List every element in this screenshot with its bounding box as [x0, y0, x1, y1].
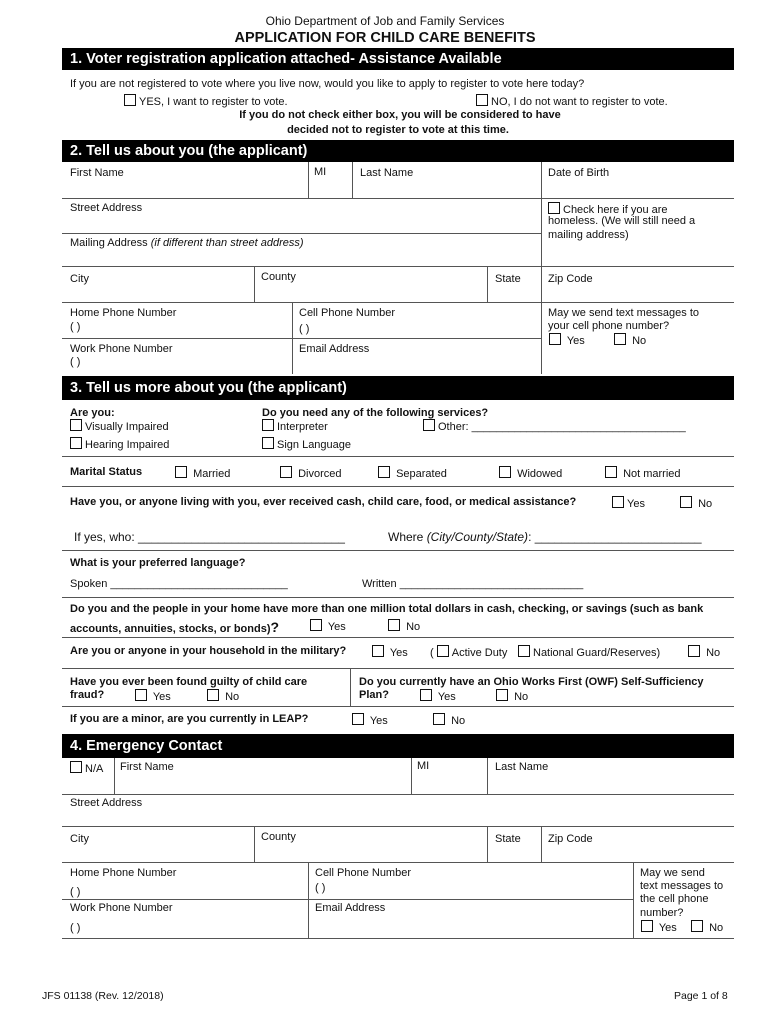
voter-note-2: decided not to register to vote at this time.: [287, 124, 509, 136]
ec-county-field[interactable]: County: [261, 831, 296, 843]
widowed-option[interactable]: Widowed: [499, 466, 562, 480]
owf-no-option[interactable]: No: [496, 689, 528, 703]
city-field[interactable]: City: [70, 273, 89, 285]
fraud-yes-checkbox[interactable]: [135, 689, 147, 701]
text-no-checkbox[interactable]: [614, 333, 626, 345]
written-language-field[interactable]: Written ______________________________: [362, 578, 584, 590]
homeless-note-3: mailing address): [548, 229, 629, 241]
owf-yes-checkbox[interactable]: [420, 689, 432, 701]
ec-text-question-2: text messages to: [640, 880, 724, 892]
interpreter-checkbox[interactable]: [262, 419, 274, 431]
owf-question-2: Plan?: [359, 689, 389, 701]
ec-first-name-field[interactable]: First Name: [120, 761, 174, 773]
visually-impaired-option[interactable]: Visually Impaired: [70, 419, 169, 433]
zip-field[interactable]: Zip Code: [548, 273, 593, 285]
cell-phone-area: ( ): [299, 323, 310, 335]
voter-note-1: If you do not check either box, you will be considered to have: [239, 109, 561, 121]
ec-last-name-field[interactable]: Last Name: [495, 761, 549, 773]
fraud-no-option[interactable]: No: [207, 689, 239, 703]
ec-text-question-3: the cell phone: [640, 893, 709, 905]
ec-zip-field[interactable]: Zip Code: [548, 833, 593, 845]
divorced-option[interactable]: Divorced: [280, 466, 341, 480]
work-phone-field[interactable]: Work Phone Number: [70, 343, 173, 355]
military-no-checkbox[interactable]: [688, 645, 700, 657]
home-phone-area: ( ): [70, 321, 81, 333]
section-4-header: 4. Emergency Contact: [62, 734, 734, 758]
ec-email-field[interactable]: Email Address: [315, 902, 386, 914]
ec-state-field[interactable]: State: [495, 833, 521, 845]
ec-cell-phone-area: ( ): [315, 882, 326, 894]
military-yes-checkbox[interactable]: [372, 645, 384, 657]
hearing-impaired-checkbox[interactable]: [70, 437, 82, 449]
national-guard-option[interactable]: National Guard/Reserves): [518, 645, 660, 659]
active-duty-checkbox[interactable]: [437, 645, 449, 657]
voter-yes-checkbox[interactable]: [124, 94, 136, 106]
text-no-option[interactable]: No: [614, 333, 646, 347]
email-field[interactable]: Email Address: [299, 343, 370, 355]
owf-yes-option[interactable]: Yes: [420, 689, 456, 703]
county-field[interactable]: County: [261, 271, 296, 283]
ec-work-phone-area: ( ): [70, 922, 81, 934]
other-service-option[interactable]: Other: ___________________________________: [423, 419, 686, 433]
are-you-label: Are you:: [70, 407, 115, 419]
ec-text-yes-option[interactable]: Yes: [641, 920, 677, 934]
ec-cell-phone-field[interactable]: Cell Phone Number: [315, 867, 411, 879]
cell-phone-field[interactable]: Cell Phone Number: [299, 307, 395, 319]
text-question-2: your cell phone number?: [548, 320, 670, 332]
national-guard-checkbox[interactable]: [518, 645, 530, 657]
million-question-2: accounts, annuities, stocks, or bonds)?: [70, 619, 280, 635]
other-service-checkbox[interactable]: [423, 419, 435, 431]
married-checkbox[interactable]: [175, 466, 187, 478]
fraud-question-2: fraud?: [70, 689, 105, 701]
mi-field[interactable]: MI: [314, 166, 327, 178]
voter-no-checkbox[interactable]: [476, 94, 488, 106]
na-option[interactable]: N/A: [70, 761, 103, 775]
ec-work-phone-field[interactable]: Work Phone Number: [70, 902, 173, 914]
ec-street-address-field[interactable]: Street Address: [70, 797, 143, 809]
million-question-1: Do you and the people in your home have more than one million total dollars in cash, checking, or savings (such as bank: [70, 603, 704, 615]
assistance-no-checkbox[interactable]: [680, 496, 692, 508]
state-field[interactable]: State: [495, 273, 521, 285]
leap-no-checkbox[interactable]: [433, 713, 445, 725]
interpreter-option[interactable]: Interpreter: [262, 419, 328, 433]
marital-status-label: Marital Status: [70, 466, 143, 478]
ec-mi-field[interactable]: MI: [417, 760, 430, 772]
not-married-checkbox[interactable]: [605, 466, 617, 478]
married-option[interactable]: Married: [175, 466, 230, 480]
ec-home-phone-area: ( ): [70, 886, 81, 898]
million-no-option[interactable]: No: [388, 619, 420, 633]
leap-yes-checkbox[interactable]: [352, 713, 364, 725]
language-question: What is your preferred language?: [70, 557, 246, 569]
section-2-header: 2. Tell us about you (the applicant): [62, 140, 734, 162]
form-title: APPLICATION FOR CHILD CARE BENEFITS: [234, 30, 536, 46]
voter-no-option[interactable]: NO, I do not want to register to vote.: [476, 94, 668, 108]
owf-no-checkbox[interactable]: [496, 689, 508, 701]
sign-language-option[interactable]: Sign Language: [262, 437, 351, 451]
last-name-field[interactable]: Last Name: [360, 167, 414, 179]
form-id: JFS 01138 (Rev. 12/2018): [42, 990, 164, 1002]
if-yes-who-field[interactable]: If yes, who: _______________________________: [74, 530, 345, 544]
ec-city-field[interactable]: City: [70, 833, 89, 845]
where-field[interactable]: Where (City/County/State): _________________________: [388, 530, 702, 544]
assistance-question: Have you, or anyone living with you, ever received cash, child care, food, or medical assistance?: [70, 496, 577, 508]
assistance-no-option[interactable]: No: [680, 496, 712, 510]
na-checkbox[interactable]: [70, 761, 82, 773]
widowed-checkbox[interactable]: [499, 466, 511, 478]
not-married-option[interactable]: Not married: [605, 466, 681, 480]
work-phone-area: ( ): [70, 356, 81, 368]
sign-language-checkbox[interactable]: [262, 437, 274, 449]
military-question: Are you or anyone in your household in the military?: [70, 645, 347, 657]
active-duty-option[interactable]: ( Active Duty: [430, 647, 508, 659]
ec-text-no-checkbox[interactable]: [691, 920, 703, 932]
dob-field[interactable]: Date of Birth: [548, 167, 610, 179]
military-yes-option[interactable]: Yes: [372, 645, 408, 659]
first-name-field[interactable]: First Name: [70, 167, 124, 179]
leap-yes-option[interactable]: Yes: [352, 713, 388, 727]
million-yes-option[interactable]: Yes: [310, 619, 346, 633]
assistance-yes-checkbox[interactable]: [612, 496, 624, 508]
fraud-no-checkbox[interactable]: [207, 689, 219, 701]
assistance-yes-option[interactable]: Yes: [612, 496, 645, 510]
separated-checkbox[interactable]: [378, 466, 390, 478]
ec-text-question-4: number?: [640, 907, 684, 919]
agency-name: Ohio Department of Job and Family Services: [265, 14, 505, 28]
services-question: Do you need any of the following services?: [262, 407, 489, 419]
homeless-note-2: homeless. (We will still need a: [548, 215, 696, 227]
fraud-yes-option[interactable]: Yes: [135, 689, 171, 703]
leap-question: If you are a minor, are you currently in LEAP?: [70, 713, 309, 725]
owf-question-1: Do you currently have an Ohio Works First (OWF) Self-Sufficiency: [359, 676, 704, 688]
separated-option[interactable]: Separated: [378, 466, 447, 480]
homeless-checkbox[interactable]: [548, 202, 560, 214]
section-1-header: 1. Voter registration application attached- Assistance Available: [62, 48, 734, 70]
visually-impaired-checkbox[interactable]: [70, 419, 82, 431]
million-yes-checkbox[interactable]: [310, 619, 322, 631]
homeless-option[interactable]: Check here if you are: [548, 202, 668, 216]
million-no-checkbox[interactable]: [388, 619, 400, 631]
home-phone-field[interactable]: Home Phone Number: [70, 307, 177, 319]
fraud-question-1: Have you ever been found guilty of child care: [70, 676, 308, 688]
spoken-language-field[interactable]: Spoken _____________________________: [70, 578, 288, 590]
street-address-field[interactable]: Street Address: [70, 202, 143, 214]
text-yes-option[interactable]: Yes: [549, 333, 585, 347]
page-number: Page 1 of 8: [674, 990, 728, 1002]
divorced-checkbox[interactable]: [280, 466, 292, 478]
ec-text-yes-checkbox[interactable]: [641, 920, 653, 932]
ec-text-question-1: May we send: [640, 867, 705, 879]
voter-yes-option[interactable]: YES, I want to register to vote.: [124, 94, 288, 108]
text-question-1: May we send text messages to: [548, 307, 700, 319]
section-3-header: 3. Tell us more about you (the applicant): [62, 376, 734, 400]
hearing-impaired-option[interactable]: Hearing Impaired: [70, 437, 169, 451]
leap-no-option[interactable]: No: [433, 713, 465, 727]
ec-home-phone-field[interactable]: Home Phone Number: [70, 867, 177, 879]
text-yes-checkbox[interactable]: [549, 333, 561, 345]
military-no-option[interactable]: No: [688, 645, 720, 659]
ec-text-no-option[interactable]: No: [691, 920, 723, 934]
mailing-address-field[interactable]: Mailing Address (if different than street address): [70, 237, 304, 249]
voter-question: If you are not registered to vote where you live now, would you like to apply to register to vote here today?: [70, 78, 585, 90]
